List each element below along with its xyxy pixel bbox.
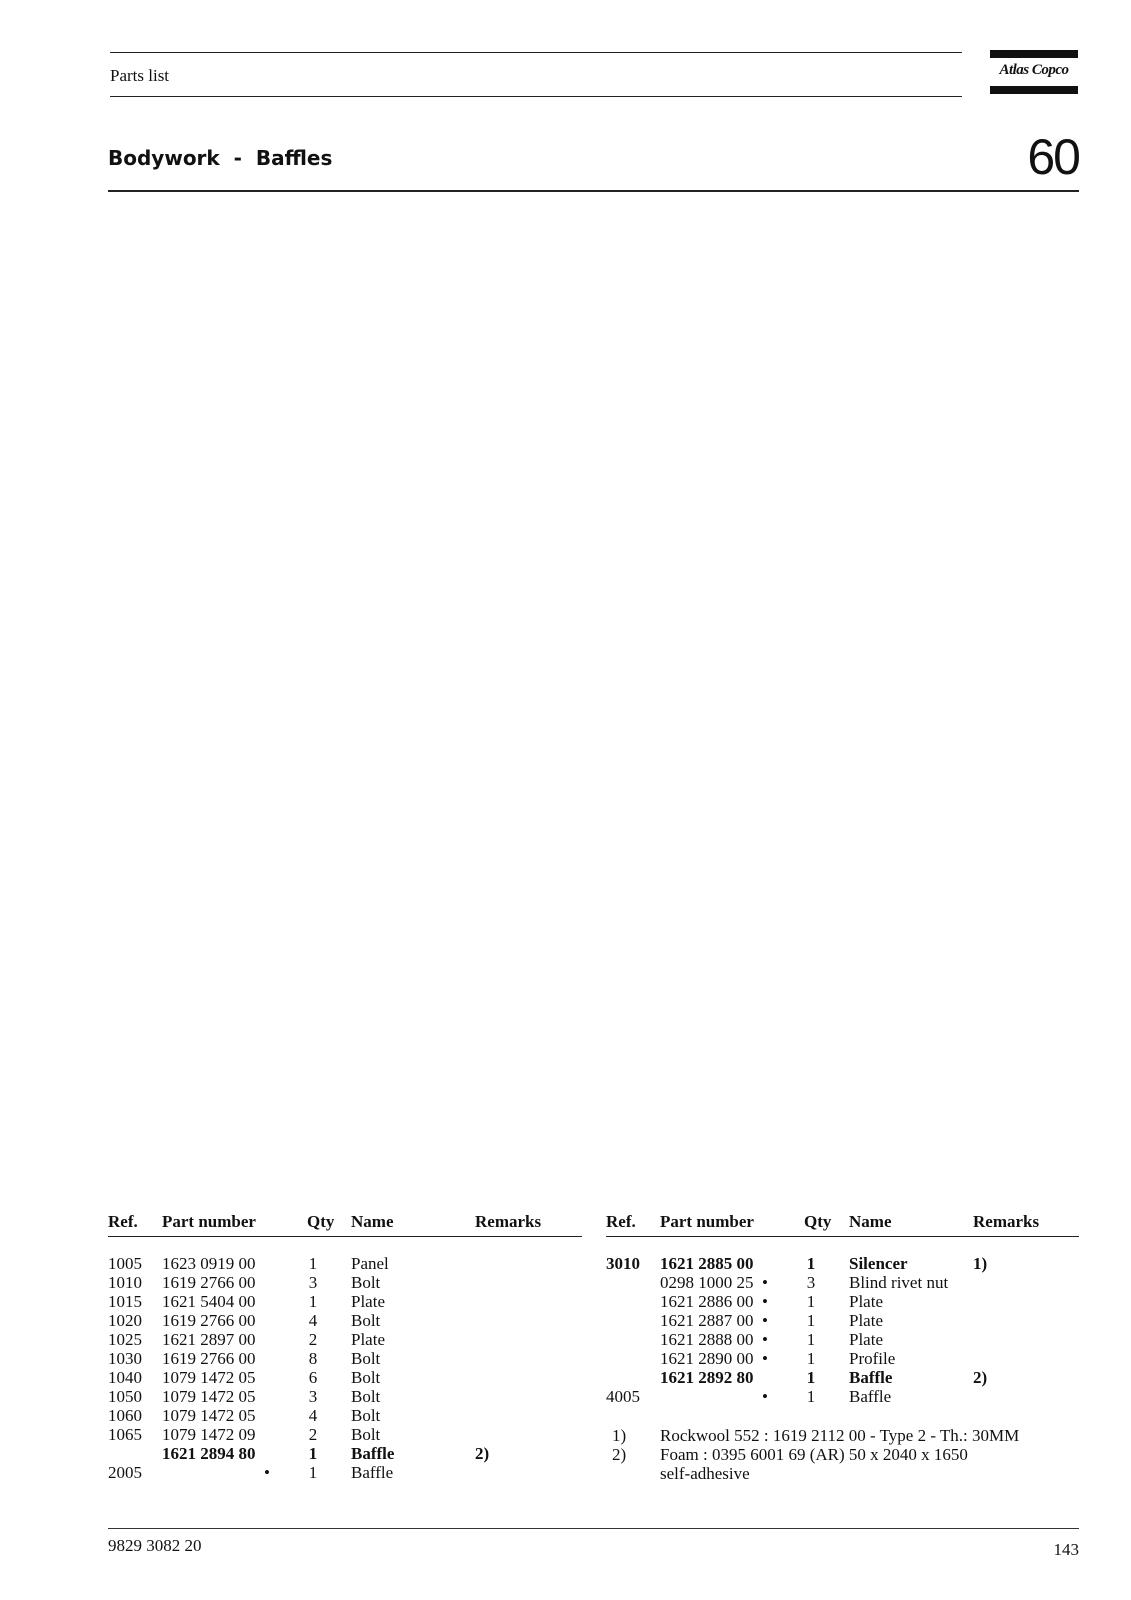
col-qty-header: Qty <box>804 1212 832 1231</box>
qty-cell: 2 <box>308 1425 318 1444</box>
part-number-cell: 1079 1472 09 <box>162 1425 256 1444</box>
title-rule <box>108 190 1079 192</box>
part-number-cell: 1621 2892 80 <box>660 1368 754 1387</box>
footer-rule <box>108 1528 1079 1529</box>
ref-cell: 1020 <box>108 1311 142 1330</box>
name-cell: Bolt <box>351 1273 381 1292</box>
ref-cell: 1060 <box>108 1406 142 1425</box>
qty-cell: 1 <box>806 1330 816 1349</box>
name-cell: Blind rivet nut <box>849 1273 949 1292</box>
qty-cell: 8 <box>308 1349 318 1368</box>
name-cell: Panel <box>351 1254 389 1273</box>
col-part-header: Part number <box>162 1212 256 1231</box>
header-top-rule <box>110 52 962 53</box>
qty-cell: 1 <box>308 1292 318 1311</box>
name-cell: Profile <box>849 1349 896 1368</box>
part-number-cell: 0298 1000 25 <box>660 1273 754 1292</box>
part-number-cell: 1621 2894 80 <box>162 1444 256 1463</box>
table-header-rule <box>606 1236 1079 1237</box>
name-cell: Bolt <box>351 1425 381 1444</box>
name-cell: Bolt <box>351 1349 381 1368</box>
qty-cell: 1 <box>308 1463 318 1482</box>
ref-cell: 1010 <box>108 1273 142 1292</box>
bullet-marker: • <box>762 1349 768 1368</box>
col-name-header: Name <box>351 1212 394 1231</box>
remarks-cell: 2) <box>475 1444 490 1463</box>
table-header-rule <box>108 1236 582 1237</box>
part-number-cell: 1621 2887 00 <box>660 1311 754 1330</box>
atlas-copco-logo <box>990 50 1078 94</box>
part-number-cell: 1621 2897 00 <box>162 1330 256 1349</box>
page-number: 143 <box>1053 1540 1079 1559</box>
name-cell: Plate <box>351 1330 385 1349</box>
bullet-marker: • <box>762 1330 768 1349</box>
ref-cell: 1065 <box>108 1425 142 1444</box>
part-number-cell: 1621 5404 00 <box>162 1292 256 1311</box>
footnote-text: self-adhesive <box>660 1464 750 1483</box>
ref-cell: 2005 <box>108 1463 142 1482</box>
col-ref-header: Ref. <box>108 1212 138 1231</box>
name-cell: Plate <box>849 1330 883 1349</box>
ref-cell: 1040 <box>108 1368 142 1387</box>
section-number: 60 <box>1027 129 1079 185</box>
col-part-header: Part number <box>660 1212 754 1231</box>
bullet-marker: • <box>762 1387 768 1406</box>
header-bottom-rule <box>110 96 962 97</box>
bullet-marker: • <box>762 1273 768 1292</box>
qty-cell: 1 <box>806 1368 816 1387</box>
footnote-number: 1) <box>612 1426 627 1445</box>
name-cell: Bolt <box>351 1368 381 1387</box>
qty-cell: 1 <box>308 1254 318 1273</box>
qty-cell: 4 <box>308 1311 318 1330</box>
ref-cell: 4005 <box>606 1387 640 1406</box>
remarks-cell: 1) <box>973 1254 988 1273</box>
name-cell: Bolt <box>351 1387 381 1406</box>
part-number-cell: 1079 1472 05 <box>162 1368 256 1387</box>
name-cell: Baffle <box>849 1368 893 1387</box>
part-number-cell: 1619 2766 00 <box>162 1311 256 1330</box>
ref-cell: 1030 <box>108 1349 142 1368</box>
part-number-cell: 1621 2888 00 <box>660 1330 754 1349</box>
ref-cell: 3010 <box>606 1254 640 1273</box>
name-cell: Silencer <box>849 1254 908 1273</box>
col-remarks-header: Remarks <box>973 1212 1040 1231</box>
qty-cell: 1 <box>806 1387 816 1406</box>
qty-cell: 1 <box>806 1254 816 1273</box>
bullet-marker: • <box>762 1311 768 1330</box>
qty-cell: 1 <box>806 1292 816 1311</box>
qty-cell: 3 <box>308 1273 318 1292</box>
ref-cell: 1025 <box>108 1330 142 1349</box>
part-number-cell: 1619 2766 00 <box>162 1349 256 1368</box>
col-remarks-header: Remarks <box>475 1212 542 1231</box>
remarks-cell: 2) <box>973 1368 988 1387</box>
qty-cell: 6 <box>308 1368 318 1387</box>
name-cell: Bolt <box>351 1406 381 1425</box>
ref-cell: 1050 <box>108 1387 142 1406</box>
name-cell: Baffle <box>849 1387 892 1406</box>
logo-bottom-bar <box>990 86 1078 94</box>
part-number-cell: 1621 2890 00 <box>660 1349 754 1368</box>
header-label: Parts list <box>110 66 170 85</box>
name-cell: Plate <box>351 1292 385 1311</box>
footnote-text: Rockwool 552 : 1619 2112 00 - Type 2 - Th.: 30MM <box>660 1426 1020 1445</box>
page-title: Bodywork - Baffles <box>108 146 333 170</box>
name-cell: Plate <box>849 1292 883 1311</box>
part-number-cell: 1621 2885 00 <box>660 1254 754 1273</box>
bullet-marker: • <box>264 1463 270 1482</box>
qty-cell: 1 <box>806 1349 816 1368</box>
qty-cell: 2 <box>308 1330 318 1349</box>
part-number-cell: 1621 2886 00 <box>660 1292 754 1311</box>
document-number: 9829 3082 20 <box>108 1536 202 1555</box>
name-cell: Baffle <box>351 1463 394 1482</box>
qty-cell: 3 <box>308 1387 318 1406</box>
qty-cell: 1 <box>806 1311 816 1330</box>
ref-cell: 1005 <box>108 1254 142 1273</box>
col-ref-header: Ref. <box>606 1212 636 1231</box>
footnote-number: 2) <box>612 1445 627 1464</box>
part-number-cell: 1623 0919 00 <box>162 1254 256 1273</box>
qty-cell: 3 <box>806 1273 816 1292</box>
col-qty-header: Qty <box>307 1212 335 1231</box>
logo-top-bar <box>990 50 1078 58</box>
qty-cell: 4 <box>308 1406 318 1425</box>
name-cell: Baffle <box>351 1444 395 1463</box>
part-number-cell: 1619 2766 00 <box>162 1273 256 1292</box>
col-name-header: Name <box>849 1212 892 1231</box>
name-cell: Plate <box>849 1311 883 1330</box>
bullet-marker: • <box>762 1292 768 1311</box>
ref-cell: 1015 <box>108 1292 142 1311</box>
qty-cell: 1 <box>308 1444 318 1463</box>
name-cell: Bolt <box>351 1311 381 1330</box>
part-number-cell: 1079 1472 05 <box>162 1406 256 1425</box>
part-number-cell: 1079 1472 05 <box>162 1387 256 1406</box>
logo-text: Atlas Copco <box>999 62 1069 78</box>
footnote-text: Foam : 0395 6001 69 (AR) 50 x 2040 x 1650 <box>660 1445 968 1464</box>
